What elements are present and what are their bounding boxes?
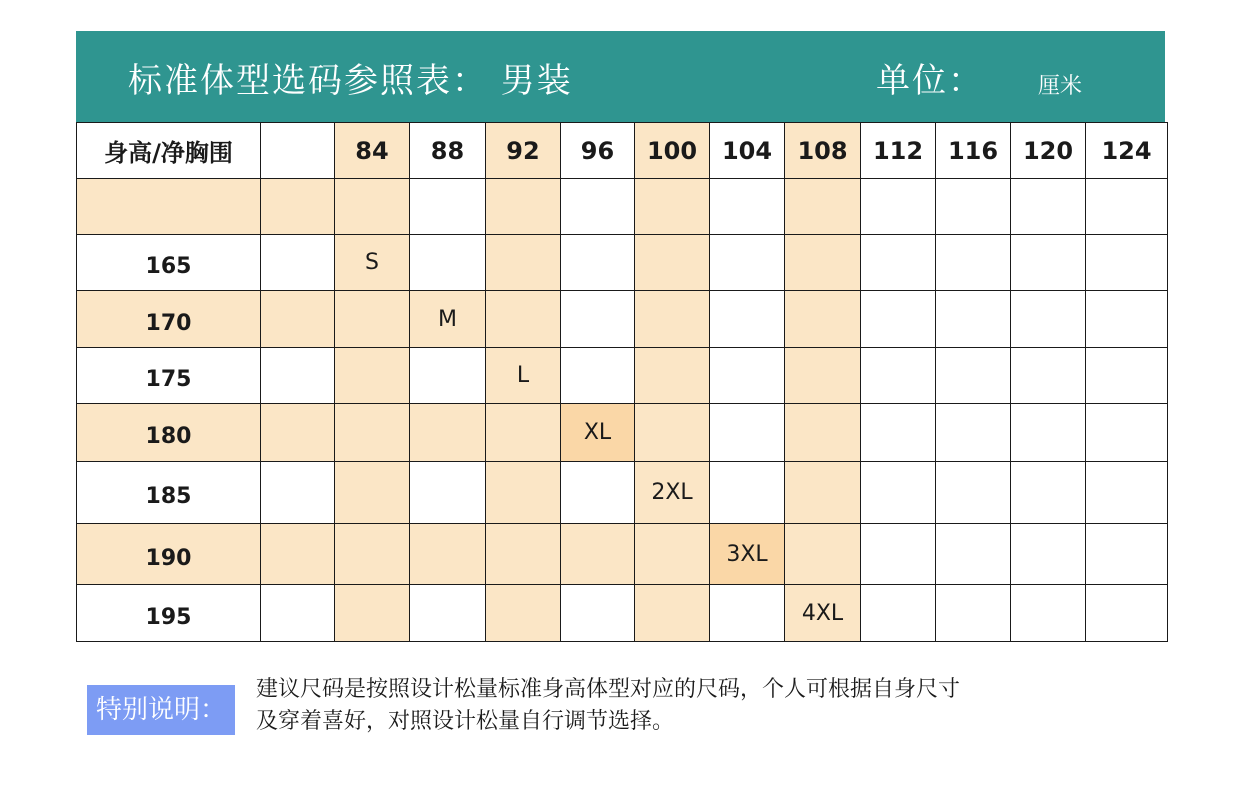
table-cell: [785, 179, 861, 235]
table-cell: [785, 291, 861, 348]
table-cell: [936, 524, 1011, 585]
table-cell: [410, 404, 486, 462]
table-header-bar: [76, 31, 1165, 122]
chest-size-header: 84: [335, 123, 410, 179]
table-cell: [261, 524, 335, 585]
unit-label: 单位：: [876, 61, 984, 101]
special-note-text: [256, 674, 1176, 738]
size-label-cell: S: [335, 235, 410, 291]
table-row: [77, 404, 1168, 462]
table-cell: [710, 585, 785, 642]
table-cell: [1086, 348, 1168, 404]
table-cell: [1011, 291, 1086, 348]
table-cell: [710, 291, 785, 348]
table-cell: [936, 179, 1011, 235]
table-cell: [1011, 235, 1086, 291]
table-cell: [486, 462, 561, 524]
size-label-cell: 4XL: [785, 585, 861, 642]
table-cell: [785, 348, 861, 404]
table-row: [77, 524, 1168, 585]
table-cell: [410, 524, 486, 585]
table-cell: [785, 524, 861, 585]
table-cell: [1086, 585, 1168, 642]
table-cell: [486, 291, 561, 348]
height-cell: 185: [77, 462, 261, 524]
chest-size-header: 124: [1086, 123, 1168, 179]
table-cell: [785, 462, 861, 524]
table-cell: [335, 524, 410, 585]
table-cell: [486, 524, 561, 585]
special-note-tag: 特别说明：: [87, 685, 235, 735]
table-cell: [1086, 404, 1168, 462]
table-cell: [561, 462, 635, 524]
table-cell: [936, 404, 1011, 462]
table-cell: [635, 585, 710, 642]
table-cell: [486, 585, 561, 642]
chest-size-header: 104: [710, 123, 785, 179]
table-row: [77, 235, 1168, 291]
table-cell: [635, 291, 710, 348]
note-line: 建议尺码是按照设计松量标准身高体型对应的尺码，个人可根据自身尺寸: [256, 677, 961, 702]
height-cell: 170: [77, 291, 261, 348]
table-row: [77, 585, 1168, 642]
height-cell: 195: [77, 585, 261, 642]
table-cell: [861, 235, 936, 291]
table-cell: [561, 524, 635, 585]
chest-size-header: 96: [561, 123, 635, 179]
table-row: [77, 348, 1168, 404]
chest-size-header: 108: [785, 123, 861, 179]
table-cell: [861, 291, 936, 348]
table-cell: [861, 585, 936, 642]
table-cell: [261, 235, 335, 291]
note-line: 及穿着喜好，对照设计松量自行调节选择。: [256, 709, 675, 734]
table-cell: [710, 348, 785, 404]
table-cell: [1086, 235, 1168, 291]
size-label-cell: 2XL: [635, 462, 710, 524]
table-cell: [335, 462, 410, 524]
table-cell: [561, 179, 635, 235]
table-cell: [261, 462, 335, 524]
table-cell: [635, 348, 710, 404]
size-label-cell: XL: [561, 404, 635, 462]
table-cell: [635, 235, 710, 291]
table-cell: [1086, 524, 1168, 585]
table-cell: [561, 348, 635, 404]
size-chart-table: [76, 122, 1168, 642]
table-cell: [1011, 462, 1086, 524]
table-row: [77, 291, 1168, 348]
table-cell: [635, 179, 710, 235]
table-cell: [1086, 462, 1168, 524]
table-cell: [335, 585, 410, 642]
table-cell: [486, 235, 561, 291]
table-cell: [785, 235, 861, 291]
table-cell: [561, 235, 635, 291]
height-cell: [77, 179, 261, 235]
table-cell: [861, 404, 936, 462]
table-cell: [861, 348, 936, 404]
table-cell: [261, 291, 335, 348]
table-cell: [785, 404, 861, 462]
chest-size-header: 92: [486, 123, 561, 179]
corner-header: 身高/净胸围: [77, 123, 261, 179]
table-row: [77, 462, 1168, 524]
table-cell: [936, 348, 1011, 404]
table-row: [77, 179, 1168, 235]
table-cell: [936, 462, 1011, 524]
chest-size-header: 112: [861, 123, 936, 179]
table-cell: [1011, 585, 1086, 642]
table-cell: [261, 585, 335, 642]
table-cell: [861, 524, 936, 585]
table-cell: [561, 291, 635, 348]
table-cell: [635, 524, 710, 585]
table-cell: [335, 179, 410, 235]
table-cell: [635, 404, 710, 462]
table-cell: [410, 179, 486, 235]
table-cell: [710, 235, 785, 291]
chest-size-header: [261, 123, 335, 179]
height-cell: 175: [77, 348, 261, 404]
size-label-cell: M: [410, 291, 486, 348]
table-cell: [261, 348, 335, 404]
unit-value: 厘米: [1038, 74, 1083, 99]
table-cell: [410, 348, 486, 404]
table-cell: [936, 235, 1011, 291]
table-cell: [861, 179, 936, 235]
table-cell: [861, 462, 936, 524]
table-cell: [335, 404, 410, 462]
table-cell: [335, 348, 410, 404]
page-title: 标准体型选码参照表： 男装: [128, 61, 573, 101]
table-cell: [1086, 291, 1168, 348]
table-cell: [261, 179, 335, 235]
table-cell: [710, 179, 785, 235]
height-cell: 165: [77, 235, 261, 291]
table-cell: [936, 291, 1011, 348]
table-cell: [561, 585, 635, 642]
table-cell: [936, 585, 1011, 642]
table-cell: [335, 291, 410, 348]
table-cell: [1011, 404, 1086, 462]
table-cell: [710, 404, 785, 462]
height-cell: 180: [77, 404, 261, 462]
table-cell: [486, 179, 561, 235]
chest-size-header: 120: [1011, 123, 1086, 179]
height-cell: 190: [77, 524, 261, 585]
table-cell: [1011, 348, 1086, 404]
table-cell: [410, 462, 486, 524]
chest-size-header: 100: [635, 123, 710, 179]
table-cell: [1011, 524, 1086, 585]
size-label-cell: L: [486, 348, 561, 404]
table-cell: [486, 404, 561, 462]
table-cell: [261, 404, 335, 462]
table-cell: [1011, 179, 1086, 235]
table-cell: [410, 235, 486, 291]
table-cell: [1086, 179, 1168, 235]
size-label-cell: 3XL: [710, 524, 785, 585]
chest-size-header: 116: [936, 123, 1011, 179]
chest-size-header: 88: [410, 123, 486, 179]
table-cell: [710, 462, 785, 524]
table-cell: [410, 585, 486, 642]
